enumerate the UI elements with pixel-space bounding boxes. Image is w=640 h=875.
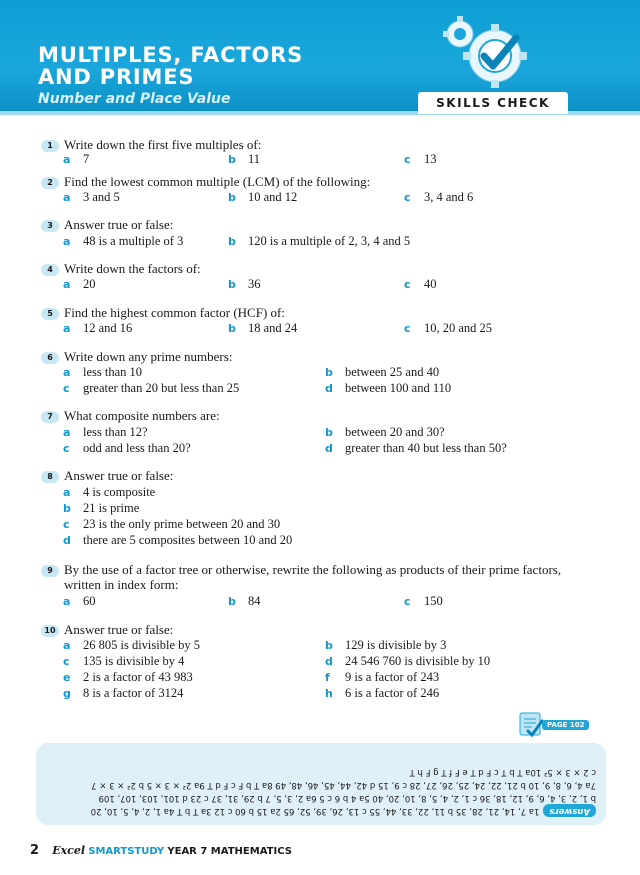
part-b bbox=[228, 234, 410, 249]
question-text: Write down the first five multiples of: bbox=[64, 137, 262, 152]
part-text: 13 bbox=[424, 152, 437, 166]
part-label: b bbox=[228, 595, 236, 608]
part-text: between 20 and 30? bbox=[345, 425, 445, 439]
part-text: 3 and 5 bbox=[83, 190, 120, 204]
part-b bbox=[228, 594, 261, 609]
part-a bbox=[63, 277, 96, 292]
question-number: 10 bbox=[41, 625, 59, 637]
part-text: 11 bbox=[248, 152, 261, 166]
part-text: 24 546 760 is divisible by 10 bbox=[345, 654, 491, 668]
part-c bbox=[404, 152, 437, 167]
question-text: Answer true or false: bbox=[64, 217, 174, 232]
part-b bbox=[63, 501, 139, 516]
part-text: 40 bbox=[424, 277, 437, 291]
question-number: 3 bbox=[41, 220, 59, 232]
part-label: e bbox=[63, 671, 71, 684]
part-label: c bbox=[63, 382, 70, 395]
part-text: 84 bbox=[248, 594, 261, 608]
part-text: 10, 20 and 25 bbox=[424, 321, 493, 335]
part-c bbox=[63, 654, 184, 669]
page-reference-link[interactable]: PAGE 102 bbox=[542, 720, 589, 730]
part-label: a bbox=[63, 426, 71, 439]
part-text: 10 and 12 bbox=[248, 190, 298, 204]
part-label: b bbox=[228, 322, 236, 335]
part-label: f bbox=[325, 671, 330, 684]
brand-smartstudy: SMARTSTUDY bbox=[88, 846, 165, 857]
part-g bbox=[63, 686, 183, 701]
part-a bbox=[63, 365, 142, 380]
part-a bbox=[63, 638, 200, 653]
answers-text: 1a 7, 14, 21, 28, 35 b 11, 22, 33, 44, 55 c 13, 26, 39, 52, 65 2a 15 b 60 c 12 3a T b T 4a 1, 2, 4, 5, 10, 20 bbox=[90, 806, 540, 816]
part-label: a bbox=[63, 366, 71, 379]
part-label: b bbox=[228, 153, 236, 166]
part-label: b bbox=[228, 191, 236, 204]
part-text: 129 is divisible by 3 bbox=[345, 638, 447, 652]
part-b bbox=[228, 152, 260, 167]
part-text: less than 12? bbox=[83, 425, 148, 439]
part-label: c bbox=[404, 191, 411, 204]
part-a bbox=[63, 425, 148, 440]
part-d bbox=[325, 381, 451, 396]
part-text: greater than 40 but less than 50? bbox=[345, 441, 507, 455]
question-text: Write down the factors of: bbox=[64, 261, 201, 276]
page-title bbox=[38, 44, 303, 88]
question-text: Answer true or false: bbox=[64, 622, 174, 637]
part-text: 23 is the only prime between 20 and 30 bbox=[83, 517, 281, 531]
part-label: b bbox=[325, 426, 333, 439]
part-text: 135 is divisible by 4 bbox=[83, 654, 185, 668]
part-text: 48 is a multiple of 3 bbox=[83, 234, 184, 248]
part-text: 150 bbox=[424, 594, 443, 608]
question-number: 5 bbox=[41, 308, 59, 320]
part-label: c bbox=[404, 278, 411, 291]
part-e bbox=[63, 670, 193, 685]
question-text: Find the highest common factor (HCF) of: bbox=[64, 305, 285, 320]
part-b bbox=[228, 277, 261, 292]
part-label: a bbox=[63, 153, 71, 166]
answers-line-3: 7a 4, 6, 8, 9, 10 b 21, 22, 24, 25, 26, 27, 28 c 9, 15 d 42, 44, 45, 46, 48, 49 8a T b F c F d T 9a 2² × 3 × 5 b 2² × 3 × 7 bbox=[91, 780, 596, 790]
question-number: 1 bbox=[41, 140, 59, 152]
question-text: Write down any prime numbers: bbox=[64, 349, 233, 364]
part-c bbox=[404, 594, 443, 609]
question-number: 2 bbox=[41, 177, 59, 189]
part-b bbox=[325, 638, 446, 653]
part-c bbox=[404, 190, 473, 205]
part-text: there are 5 composites between 10 and 20 bbox=[83, 533, 293, 547]
part-text: 2 is a factor of 43 983 bbox=[83, 670, 193, 684]
part-label: a bbox=[63, 322, 71, 335]
part-text: 6 is a factor of 246 bbox=[345, 686, 440, 700]
answers-rotated bbox=[36, 743, 606, 825]
part-label: a bbox=[63, 639, 71, 652]
part-text: 26 805 is divisible by 5 bbox=[83, 638, 201, 652]
part-text: 8 is a factor of 3124 bbox=[83, 686, 184, 700]
part-a bbox=[63, 190, 120, 205]
part-label: d bbox=[63, 534, 71, 547]
answers-line-2: b 1, 2, 3, 4, 6, 9, 12, 18, 36 c 1, 2, 4, 5, 8, 10, 20, 40 5a 4 b 6 c 5 6a 2, 3, 5, 7 b 29, 31, 37 c 23 d 101, 103, 107, 109 bbox=[98, 793, 596, 803]
part-label: d bbox=[325, 442, 333, 455]
part-c bbox=[404, 321, 492, 336]
part-b bbox=[325, 365, 439, 380]
question-text: Answer true or false: bbox=[64, 468, 174, 483]
part-label: c bbox=[63, 518, 70, 531]
part-a bbox=[63, 152, 89, 167]
page-number: 2 bbox=[30, 843, 40, 858]
part-label: a bbox=[63, 235, 71, 248]
part-label: c bbox=[63, 442, 70, 455]
part-a bbox=[63, 594, 96, 609]
question-text: By the use of a factor tree or otherwise, rewrite the following as products of their prime factors, bbox=[64, 562, 562, 577]
part-text: 12 and 16 bbox=[83, 321, 133, 335]
part-a bbox=[63, 321, 132, 336]
part-text: between 100 and 110 bbox=[345, 381, 452, 395]
part-label: b bbox=[63, 502, 71, 515]
part-text: 4 is composite bbox=[83, 485, 156, 499]
question-text: Find the lowest common multiple (LCM) of the following: bbox=[64, 174, 371, 189]
part-text: 21 is prime bbox=[83, 501, 140, 515]
page-footer bbox=[30, 843, 292, 858]
part-label: g bbox=[63, 687, 71, 700]
part-c bbox=[63, 441, 191, 456]
title-line-2: AND PRIMES bbox=[38, 65, 195, 89]
part-f bbox=[325, 670, 439, 685]
answers-line-4: c 2 × 3 × 5² 10a T b T c F d T e F f T g F h T bbox=[409, 767, 596, 777]
part-label: b bbox=[228, 235, 236, 248]
part-text: 18 and 24 bbox=[248, 321, 298, 335]
part-c bbox=[63, 381, 239, 396]
question-number: 7 bbox=[41, 411, 59, 423]
book-title: YEAR 7 MATHEMATICS bbox=[167, 846, 292, 857]
title-line-1: MULTIPLES, FACTORS bbox=[38, 43, 303, 67]
part-label: a bbox=[63, 191, 71, 204]
part-label: h bbox=[325, 687, 333, 700]
part-c bbox=[404, 277, 437, 292]
part-a bbox=[63, 234, 183, 249]
part-b bbox=[228, 321, 297, 336]
part-d bbox=[325, 441, 507, 456]
part-text: 60 bbox=[83, 594, 96, 608]
part-label: c bbox=[63, 655, 70, 668]
part-text: greater than 20 but less than 25 bbox=[83, 381, 240, 395]
part-label: c bbox=[404, 595, 411, 608]
skills-check-badge: SKILLS CHECK bbox=[418, 92, 568, 114]
question-text-continued: written in index form: bbox=[64, 577, 179, 592]
part-label: b bbox=[325, 366, 333, 379]
part-text: odd and less than 20? bbox=[83, 441, 191, 455]
part-label: a bbox=[63, 595, 71, 608]
part-text: 3, 4 and 6 bbox=[424, 190, 474, 204]
part-label: d bbox=[325, 382, 333, 395]
part-label: d bbox=[325, 655, 333, 668]
page-subtitle: Number and Place Value bbox=[38, 91, 231, 107]
brand-excel: Excel bbox=[52, 844, 86, 857]
answers-tag: Answers bbox=[543, 804, 596, 817]
answers-box bbox=[36, 743, 606, 825]
question-number: 9 bbox=[41, 565, 59, 577]
part-text: 36 bbox=[248, 277, 261, 291]
part-c bbox=[63, 517, 280, 532]
part-a bbox=[63, 485, 155, 500]
part-label: a bbox=[63, 486, 71, 499]
part-text: 20 bbox=[83, 277, 96, 291]
part-label: c bbox=[404, 153, 411, 166]
part-h bbox=[325, 686, 439, 701]
question-number: 6 bbox=[41, 352, 59, 364]
part-label: b bbox=[325, 639, 333, 652]
part-text: 9 is a factor of 243 bbox=[345, 670, 440, 684]
page-header bbox=[0, 0, 640, 120]
part-text: between 25 and 40 bbox=[345, 365, 440, 379]
part-text: 7 bbox=[83, 152, 90, 166]
part-label: a bbox=[63, 278, 71, 291]
gear-check-icon bbox=[440, 14, 530, 94]
part-text: 120 is a multiple of 2, 3, 4 and 5 bbox=[248, 234, 411, 248]
part-b bbox=[325, 425, 445, 440]
part-b bbox=[228, 190, 297, 205]
question-number: 4 bbox=[41, 264, 59, 276]
part-text: less than 10 bbox=[83, 365, 143, 379]
part-d bbox=[63, 533, 292, 548]
question-number: 8 bbox=[41, 471, 59, 483]
answers-line-1 bbox=[36, 804, 606, 825]
part-label: c bbox=[404, 322, 411, 335]
part-d bbox=[325, 654, 490, 669]
question-text: What composite numbers are: bbox=[64, 408, 220, 423]
part-label: b bbox=[228, 278, 236, 291]
